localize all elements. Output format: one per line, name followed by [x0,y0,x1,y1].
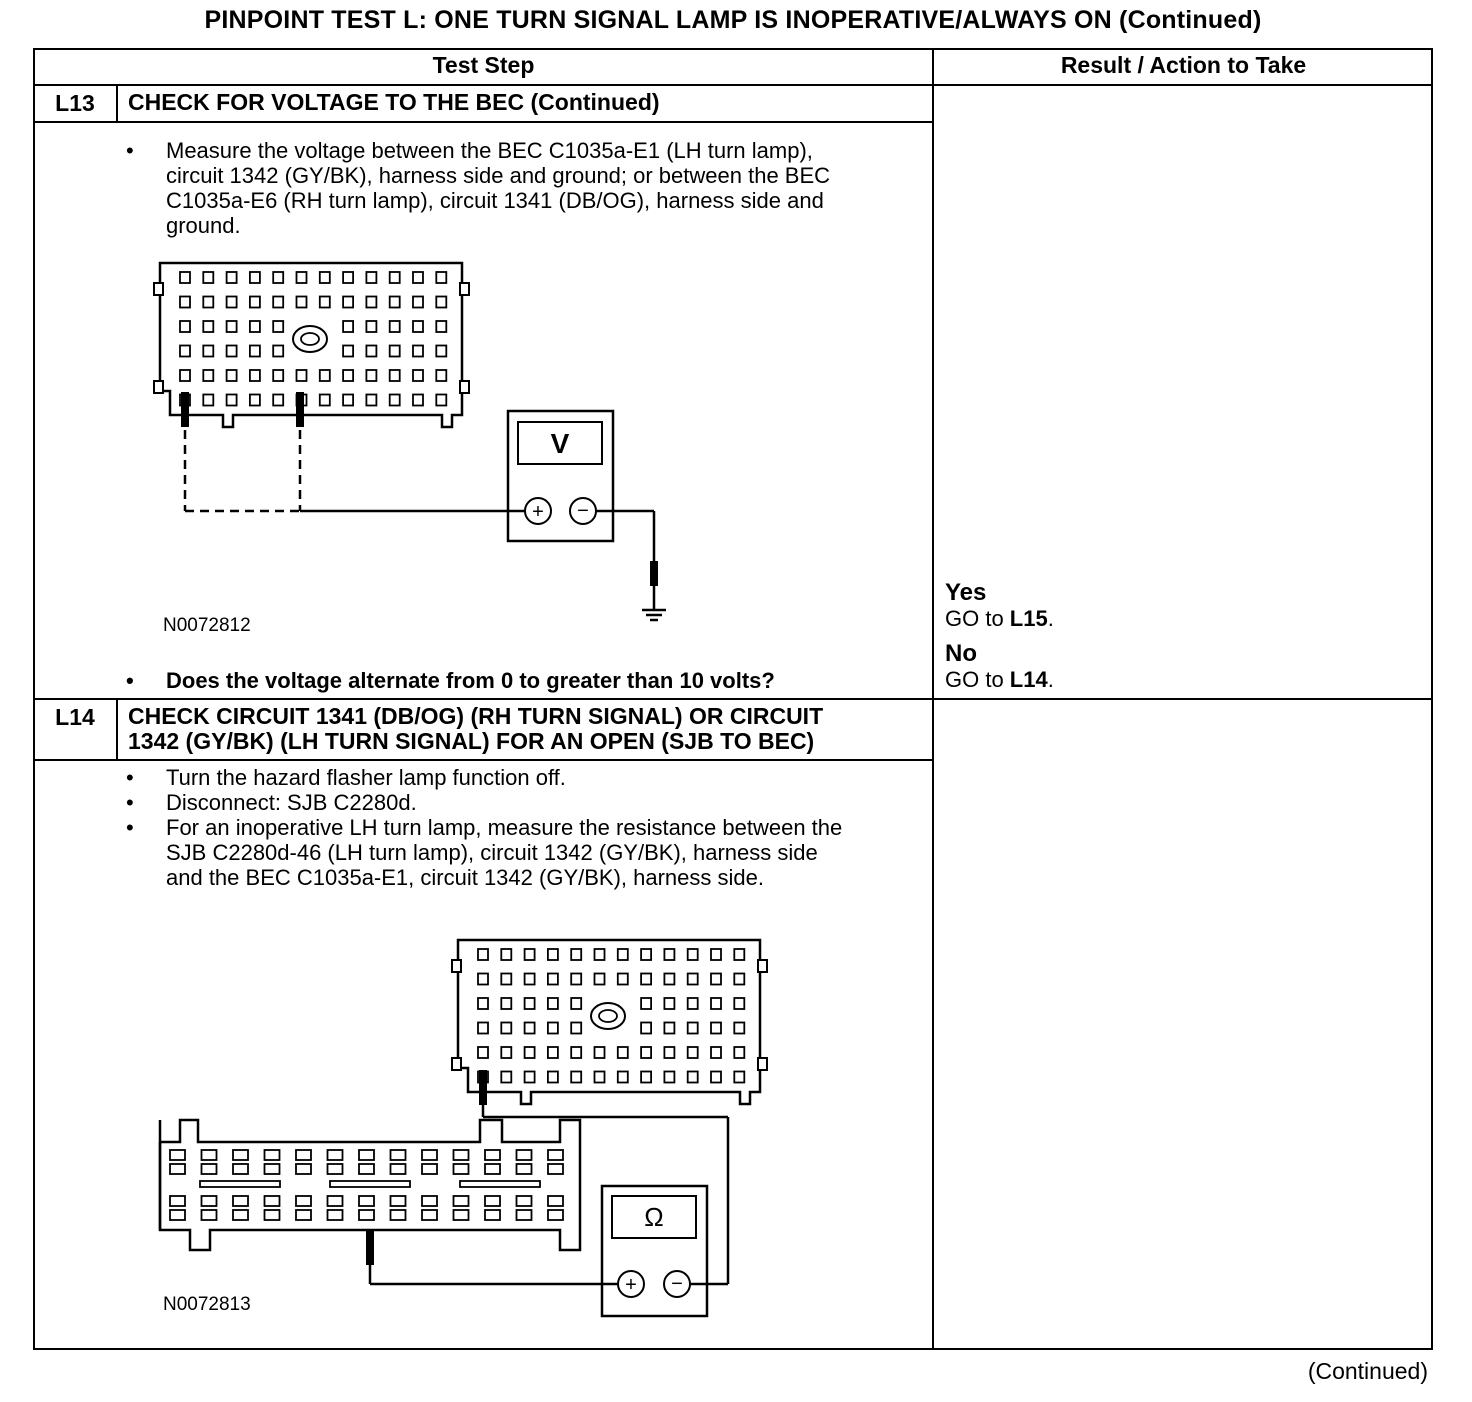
connector-pin [273,395,283,406]
ohmmeter [602,1186,707,1316]
connector-pin [501,1047,511,1058]
connector-pin [391,1210,406,1220]
step-row-divider [33,698,1433,700]
connector-pin [328,1150,343,1160]
connector-pin [250,272,260,283]
connector-key [293,326,327,352]
connector-rib [200,1181,280,1187]
connector-pin [422,1196,437,1206]
connector-pin [180,297,190,308]
connector-pin [485,1210,500,1220]
connector-pin [641,974,651,985]
connector-pin [571,998,581,1009]
connector-pin [413,297,423,308]
connector-pin [595,1047,605,1058]
connector-pin [734,998,744,1009]
connector-pin [296,1150,311,1160]
connector-pin [180,321,190,332]
connector-pin [390,370,400,381]
connector-pin [359,1164,374,1174]
connector-pin [618,1072,628,1083]
connector-pin [202,1196,217,1206]
connector-pin [202,1164,217,1174]
connector-pin [297,370,307,381]
figure-l13-voltage-diagram [140,255,680,645]
connector-pin [343,297,353,308]
connector-pin [525,1023,535,1034]
connector-pin [227,370,237,381]
connector-pin [296,1196,311,1206]
voltmeter [508,411,613,541]
connector-pin [203,395,213,406]
connector-pin [273,346,283,357]
connector-pin [436,272,446,283]
connector-pin [485,1150,500,1160]
connector-pin [436,346,446,357]
connector-pin [571,974,581,985]
connector-pin [525,949,535,960]
list-item: • Turn the hazard flasher lamp function off. [116,765,856,790]
connector-pin [233,1196,248,1206]
connector-pin [413,395,423,406]
connector-pin [296,1164,311,1174]
connector-pin [180,346,190,357]
connector-rib [460,1181,540,1187]
connector-pin [501,998,511,1009]
figure-id-l13: N0072812 [163,615,251,636]
step-l14-instructions [116,765,856,890]
connector-pin [422,1210,437,1220]
connector-pin [517,1164,532,1174]
step-id-divider-l14 [116,698,118,760]
connector-pin [641,949,651,960]
ground-icon [642,610,666,620]
svg-text:−: − [671,1273,683,1295]
connector-latch [758,960,767,972]
step-title-l13: CHECK FOR VOLTAGE TO THE BEC (Continued) [128,89,660,115]
connector-rib [330,1181,410,1187]
connector-pin [485,1164,500,1174]
connector-pin [233,1150,248,1160]
connector-pin [517,1196,532,1206]
connector-pin [390,297,400,308]
connector-pin [664,949,674,960]
connector-pin [734,1023,744,1034]
connector-pin [618,974,628,985]
connector-pin [390,272,400,283]
connector-pin [203,272,213,283]
connector-pin [343,346,353,357]
connector-pin [390,395,400,406]
header-result-action: Result / Action to Take [1060,52,1307,78]
svg-text:−: − [577,500,589,522]
connector-pin [595,1072,605,1083]
goto-l14-link[interactable]: L14 [1009,667,1048,692]
connector-pin [320,370,330,381]
figure-id-l14: N0072813 [163,1294,251,1315]
connector-pin [202,1210,217,1220]
connector-pin [711,974,721,985]
connector-pin [688,949,698,960]
connector-pin [501,974,511,985]
connector-pin [664,1047,674,1058]
connector-pin [517,1150,532,1160]
connector-pin [436,370,446,381]
connector-pin [711,1047,721,1058]
connector-pin [390,346,400,357]
ohmmeter-symbol: Ω [644,1202,664,1232]
connector-key [301,333,319,345]
connector-pin [227,321,237,332]
connector-pin [391,1164,406,1174]
result-yes-action: GO to L15. [945,606,1054,631]
connector-key [599,1010,617,1022]
list-item: • Disconnect: SJB C2280d. [116,790,856,815]
connector-pin [227,346,237,357]
connector-pin [548,1023,558,1034]
connector-pin [478,1023,488,1034]
connector-pin [343,395,353,406]
connector-pin [734,1072,744,1083]
connector-pin [454,1150,469,1160]
connector-pin [413,370,423,381]
connector-pin [328,1210,343,1220]
connector-latch [460,381,469,393]
connector-pin [436,395,446,406]
connector-pin [359,1196,374,1206]
connector-pin [548,1047,558,1058]
result-yes-label: Yes [945,579,987,606]
connector-pin [413,272,423,283]
connector-pin [203,297,213,308]
connector-pin [250,346,260,357]
connector-pin [478,998,488,1009]
connector-pin [203,346,213,357]
connector-pin [250,395,260,406]
connector-pin [265,1150,280,1160]
connector-pin [664,998,674,1009]
connector-pin [711,949,721,960]
connector-pin [366,395,376,406]
connector-pin [273,297,283,308]
connector-pin [366,346,376,357]
connector-pin [265,1164,280,1174]
connector-pin [343,272,353,283]
connector-latch [452,1058,461,1070]
bec-connector-c1035a [452,940,767,1104]
svg-text:+: + [532,501,544,523]
connector-pin [436,321,446,332]
connector-pin [359,1150,374,1160]
connector-pin [170,1164,185,1174]
connector-pin [180,370,190,381]
connector-pin [359,1210,374,1220]
connector-pin [618,949,628,960]
connector-pin [485,1196,500,1206]
connector-pin [548,1196,563,1206]
connector-pin [595,974,605,985]
connector-pin [250,321,260,332]
connector-pin [618,1047,628,1058]
connector-pin [170,1150,185,1160]
connector-pin [436,297,446,308]
connector-pin [366,321,376,332]
connector-pin [297,297,307,308]
connector-pin [227,297,237,308]
connector-pin [227,272,237,283]
connector-pin [170,1196,185,1206]
step-l13-question [116,668,916,693]
connector-pin [343,370,353,381]
connector-pin [571,1047,581,1058]
table-header-divider [33,84,1433,86]
connector-pin [478,974,488,985]
step-title-divider-l14 [33,759,932,761]
connector-pin [366,370,376,381]
connector-pin [366,272,376,283]
connector-pin [501,1072,511,1083]
connector-pin [571,1023,581,1034]
list-item: • For an inoperative LH turn lamp, measure the resistance between the SJB C2280d-46 (LH turn lamp), circuit 1342 (GY/BK), harness side and the BEC C1035a-E1, circuit 1342 (GY/BK), harness side. [116,815,856,890]
connector-pin [203,321,213,332]
connector-latch [452,960,461,972]
connector-pin [548,949,558,960]
step-id-divider-l13 [116,84,118,122]
connector-pin [413,346,423,357]
connector-pin [478,949,488,960]
connector-pin [548,1072,558,1083]
connector-pin [273,370,283,381]
connector-pin [525,998,535,1009]
connector-pin [664,1072,674,1083]
connector-latch [154,381,163,393]
connector-key [591,1003,625,1029]
connector-latch [154,283,163,295]
svg-text:+: + [625,1274,637,1296]
step-id-l13: L13 [55,90,95,116]
connector-pin [548,974,558,985]
connector-pin [391,1150,406,1160]
result-no-label: No [945,640,977,667]
connector-pin [328,1196,343,1206]
connector-pin [273,321,283,332]
connector-latch [460,283,469,295]
header-test-step: Test Step [432,52,535,78]
connector-pin [250,297,260,308]
connector-pin [711,1072,721,1083]
connector-pin [548,1210,563,1220]
connector-pin [711,1023,721,1034]
connector-pin [734,1047,744,1058]
connector-pin [227,395,237,406]
connector-pin [501,1023,511,1034]
connector-pin [296,1210,311,1220]
connector-pin [391,1196,406,1206]
connector-pin [328,1164,343,1174]
figure-l14-resistance-diagram [140,930,790,1330]
voltmeter-symbol: V [550,428,570,459]
bec-connector-c1035a [154,263,469,427]
step-id-l14: L14 [55,704,95,730]
connector-pin [265,1210,280,1220]
connector-pin [525,974,535,985]
connector-pin [664,1023,674,1034]
list-item: • Measure the voltage between the BEC C1035a-E1 (LH turn lamp), circuit 1342 (GY/BK), harness side and ground; or between the BEC C1035a-E6 (RH turn lamp), circuit 1341 (DB/OG), harness side and ground. [116,138,856,238]
connector-pin [170,1210,185,1220]
connector-pin [320,297,330,308]
connector-pin [688,998,698,1009]
connector-pin [180,272,190,283]
connector-pin [711,998,721,1009]
connector-pin [641,1072,651,1083]
connector-pin [422,1164,437,1174]
page-title: PINPOINT TEST L: ONE TURN SIGNAL LAMP IS INOPERATIVE/ALWAYS ON (Continued) [204,6,1262,34]
connector-pin [641,998,651,1009]
connector-pin [454,1196,469,1206]
connector-pin [688,1047,698,1058]
connector-pin [517,1210,532,1220]
connector-pin [233,1164,248,1174]
connector-pin [366,297,376,308]
connector-pin [454,1210,469,1220]
connector-pin [688,1023,698,1034]
connector-pin [320,272,330,283]
connector-pin [641,1023,651,1034]
connector-pin [571,1072,581,1083]
step-title-l14: CHECK CIRCUIT 1341 (DB/OG) (RH TURN SIGNAL) OR CIRCUIT 1342 (GY/BK) (LH TURN SIGNAL) FOR AN OPEN (SJB TO BEC) [128,703,824,754]
connector-pin [641,1047,651,1058]
connector-pin [273,272,283,283]
connector-pin [501,949,511,960]
connector-pin [734,949,744,960]
connector-pin [233,1210,248,1220]
connector-pin [202,1150,217,1160]
connector-pin [571,949,581,960]
connector-pin [203,370,213,381]
connector-pin [343,321,353,332]
goto-l15-link[interactable]: L15 [1009,606,1048,631]
continued-label: (Continued) [1307,1358,1428,1384]
connector-pin [525,1072,535,1083]
connector-pin [688,974,698,985]
connector-pin [548,1150,563,1160]
connector-pin [413,321,423,332]
connector-latch [758,1058,767,1070]
connector-pin [688,1072,698,1083]
connector-pin [595,949,605,960]
connector-pin [422,1150,437,1160]
connector-pin [390,321,400,332]
connector-pin [454,1164,469,1174]
connector-pin [525,1047,535,1058]
connector-pin [265,1196,280,1206]
step-title-divider-l13 [33,121,932,123]
connector-pin [297,272,307,283]
connector-pin [320,395,330,406]
list-item: • Does the voltage alternate from 0 to greater than 10 volts? [116,668,916,693]
connector-pin [664,974,674,985]
connector-pin [250,370,260,381]
connector-pin [548,998,558,1009]
connector-pin [548,1164,563,1174]
result-no-action: GO to L14. [945,667,1054,692]
connector-pin [478,1047,488,1058]
step-l13-instructions [116,138,856,238]
connector-pin [734,974,744,985]
result-l13 [945,580,1054,692]
